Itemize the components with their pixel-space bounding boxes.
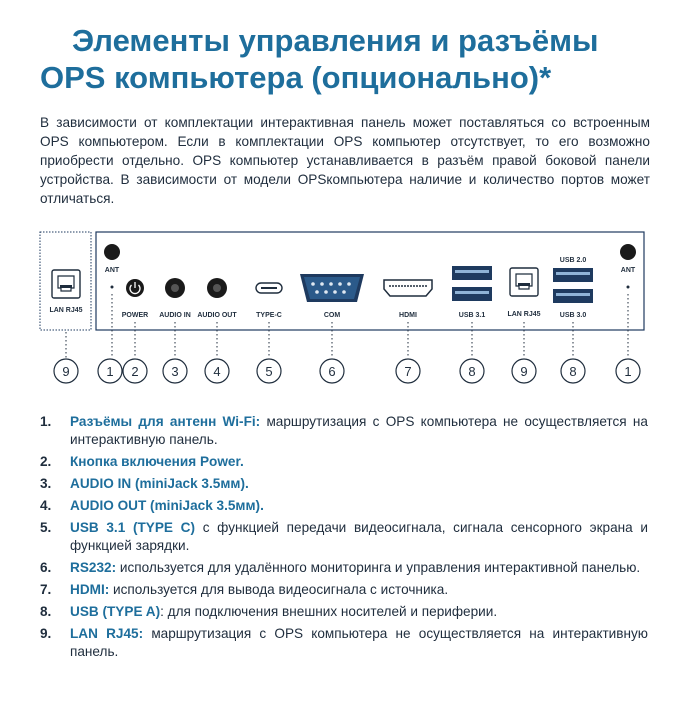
item-title: HDMI: [70,582,110,597]
callout-number: 3 [171,364,179,379]
hdmi-label: HDMI [399,312,417,319]
usb20-label: USB 2.0 [559,257,587,264]
callout-number: 9 [520,364,528,379]
list-item [40,475,648,493]
item-number: 3. [40,476,52,491]
callout-leaders [66,294,628,358]
item-number: 7. [40,582,52,597]
item-text: маршрутизация с OPS компьютера не осуществляется на интерактивную панель. [70,414,648,447]
item-number: 9. [40,626,52,641]
item-text: маршрутизация с OPS компьютера не осуществляется на интерактивную панель. [70,626,648,659]
item-number: 5. [40,520,52,535]
type-c-port-icon [256,283,282,293]
list-item [40,413,648,449]
ant-right-label: ANT [620,267,636,274]
list-item [40,519,648,555]
item-number: 8. [40,604,52,619]
audio-out-jack-icon [207,278,227,298]
item-text: используется для удалённого мониторинга и управления интерактивной панелью. [116,560,641,575]
callout-number: 1 [106,364,114,379]
list-item [40,559,648,577]
power-label: POWER [121,312,149,319]
title-line-1: Элементы управления и разъёмы [72,23,599,58]
usb31-label: USB 3.1 [458,312,486,319]
callout-number: 2 [131,364,139,379]
antenna-left-icon [104,244,120,260]
audio-in-jack-icon [165,278,185,298]
title-line-2: OPS компьютера (опционально)* [40,60,552,95]
com-label: COM [323,312,341,319]
list-item [40,497,648,515]
item-title: AUDIO IN (miniJack 3.5мм). [70,476,249,491]
callout-number: 6 [328,364,336,379]
audio-in-label: AUDIO IN [159,312,191,319]
item-title: LAN RJ45: [70,626,144,641]
intro-paragraph: В зависимости от комплектации интерактивная панель может поставляться со встроенным OPS компьютером. Если в комплектации OPS компьютер отсутствует, то его возможно приобрести отдельно. OPS компьютер устанавливается в разъём правой боковой панели устройства. В зависимости от модели OPSкомпьютера наличие и количество портов может отличаться. [40,115,650,206]
callout-number: 9 [62,364,70,379]
callout-number: 7 [404,364,412,379]
lan-side-box [40,232,91,330]
callout-number: 8 [468,364,476,379]
item-title: AUDIO OUT (miniJack 3.5мм). [70,498,264,513]
item-text: : для подключения внешних носителей и периферии. [160,604,498,619]
audio-out-label: AUDIO OUT [197,312,237,319]
item-title: RS232: [70,560,117,575]
item-title: USB 3.1 (TYPE C) [70,520,196,535]
antenna-right-icon [620,244,636,260]
list-item [40,625,648,661]
lan-rj45-inner-port [510,268,538,296]
item-number: 4. [40,498,52,513]
com-db9-port-icon [300,274,364,302]
list-item [40,603,648,621]
usb30-label: USB 3.0 [559,312,587,319]
item-number: 6. [40,560,52,575]
power-icon [126,279,144,297]
item-title: Разъёмы для антенн Wi-Fi: [70,414,261,429]
lan-outer-label: LAN RJ45 [49,307,83,314]
ports-description-list [40,413,648,665]
callout-number: 5 [265,364,273,379]
hdmi-port-icon [384,280,432,296]
list-item [40,581,648,599]
item-title: USB (TYPE A) [70,604,161,619]
item-number: 1. [40,414,52,429]
item-number: 2. [40,454,52,469]
lan-inner-label: LAN RJ45 [507,311,541,318]
item-text: с функцией передачи видеосигнала, сигнала сенсорного экрана и функцией зарядки. [70,520,648,553]
callout-number: 8 [569,364,577,379]
callout-number: 4 [213,364,221,379]
item-title: Кнопка включения Power. [70,454,244,469]
ant-left-label: ANT [104,267,120,274]
usb-3-1-ports-icon [452,266,492,301]
type-c-label: TYPE-C [256,312,282,319]
item-text: используется для вывода видеосигнала с источника. [109,582,449,597]
callout-number: 1 [624,364,632,379]
lan-rj45-outer-port [52,270,80,298]
list-item [40,453,648,471]
usb-2-0-3-0-ports-icon [553,268,593,303]
